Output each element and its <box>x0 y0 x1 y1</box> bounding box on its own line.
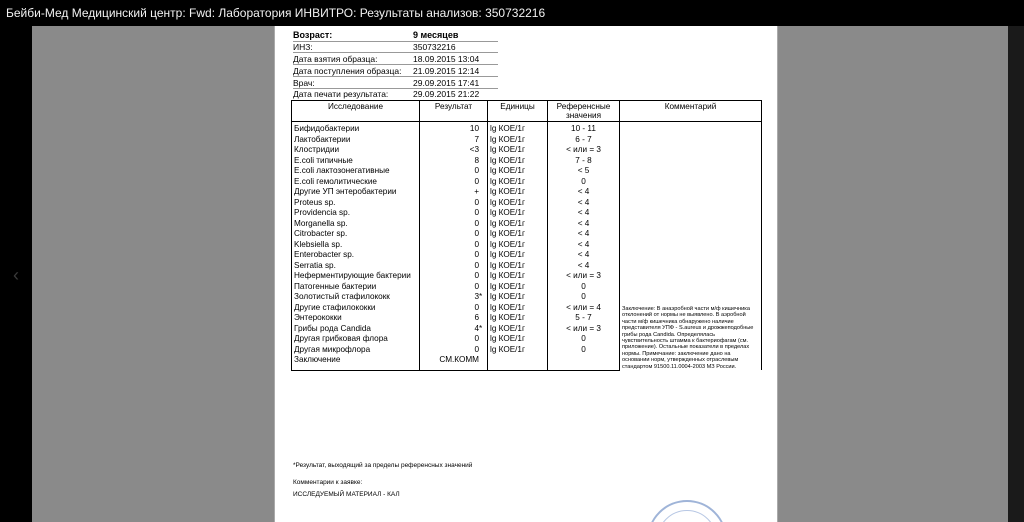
report-page <box>274 26 778 522</box>
result-cell <box>420 313 488 324</box>
reference-cell: < или = 3 <box>548 271 620 282</box>
unit-cell <box>488 355 548 370</box>
result-cell <box>420 324 488 335</box>
result-value: СМ.КОММ <box>439 355 479 364</box>
test-name: Klebsiella sp. <box>292 240 420 251</box>
unit-cell: lg КОЕ/1г <box>488 282 548 293</box>
result-cell <box>420 229 488 240</box>
test-name: Morganella sp. <box>292 219 420 230</box>
unit-cell: lg КОЕ/1г <box>488 135 548 146</box>
result-value: 0 <box>474 260 479 270</box>
test-name: Грибы рода Candida <box>292 324 420 335</box>
result-cell <box>420 156 488 167</box>
result-cell <box>420 345 488 356</box>
test-name: Заключение <box>292 355 420 370</box>
reference-cell: < 4 <box>548 219 620 230</box>
chevron-left-icon[interactable]: ‹ <box>13 265 19 285</box>
result-value: + <box>474 187 479 196</box>
test-name: Другая грибковая флора <box>292 334 420 345</box>
age-value: 9 месяцев <box>413 30 459 40</box>
doctor-label: Врач: <box>293 78 315 88</box>
comment-cell <box>620 122 762 371</box>
result-cell <box>420 250 488 261</box>
test-name: Неферментирующие бактерии <box>292 271 420 282</box>
reference-cell: < 4 <box>548 250 620 261</box>
test-name: Золотистый стафилококк <box>292 292 420 303</box>
unit-cell: lg КОЕ/1г <box>488 208 548 219</box>
column-header-comment: Комментарий <box>620 101 762 122</box>
reference-cell: 0 <box>548 292 620 303</box>
result-value: 6 <box>474 313 479 322</box>
test-name: E.coli гемолитические <box>292 177 420 188</box>
inz-label: ИНЗ: <box>293 42 313 52</box>
result-value: 7 <box>474 134 479 144</box>
result-cell <box>420 177 488 188</box>
unit-cell: lg КОЕ/1г <box>488 334 548 345</box>
comments-label: Комментарии к заявке: <box>293 479 363 486</box>
unit-cell: lg КОЕ/1г <box>488 156 548 167</box>
test-name: Клостридии <box>292 145 420 156</box>
result-value: 3 <box>474 292 479 301</box>
unit-cell: lg КОЕ/1г <box>488 250 548 261</box>
result-cell <box>420 187 488 198</box>
result-value: 4 <box>474 323 479 333</box>
test-name: Providencia sp. <box>292 208 420 219</box>
test-name: E.coli лактозонегативные <box>292 166 420 177</box>
age-label: Возраст: <box>293 30 333 40</box>
unit-cell: lg КОЕ/1г <box>488 303 548 314</box>
unit-cell: lg КОЕ/1г <box>488 219 548 230</box>
received-date-label: Дата поступления образца: <box>293 66 402 76</box>
out-of-range-flag: * <box>479 292 483 301</box>
test-name: Другая микрофлора <box>292 345 420 356</box>
reference-cell: 7 - 8 <box>548 156 620 167</box>
column-header-test: Исследование <box>292 101 420 122</box>
result-value: <3 <box>469 145 479 154</box>
reference-cell <box>548 355 620 370</box>
result-cell <box>420 292 488 303</box>
result-cell <box>420 208 488 219</box>
table-row <box>292 122 762 135</box>
result-value: 0 <box>474 271 479 280</box>
result-cell <box>420 334 488 345</box>
result-value: 0 <box>474 302 479 312</box>
unit-cell: lg КОЕ/1г <box>488 145 548 156</box>
result-value: 0 <box>474 344 479 354</box>
result-value: 0 <box>474 176 479 186</box>
unit-cell: lg КОЕ/1г <box>488 187 548 198</box>
reference-cell: 6 - 7 <box>548 135 620 146</box>
result-cell <box>420 219 488 230</box>
print-date-value: 29.09.2015 21:22 <box>413 89 480 99</box>
column-header-units: Единицы <box>488 101 548 122</box>
reference-cell: 0 <box>548 177 620 188</box>
result-value: 0 <box>474 197 479 207</box>
result-cell <box>420 261 488 272</box>
unit-cell: lg КОЕ/1г <box>488 345 548 356</box>
reference-cell: 0 <box>548 334 620 345</box>
unit-cell: lg КОЕ/1г <box>488 122 548 135</box>
test-name: Энтерококки <box>292 313 420 324</box>
column-header-reference: Референсные значения <box>548 101 620 122</box>
result-value: 0 <box>474 208 479 217</box>
result-cell <box>420 166 488 177</box>
unit-cell: lg КОЕ/1г <box>488 261 548 272</box>
result-value: 0 <box>474 281 479 291</box>
result-value: 8 <box>474 155 479 165</box>
sample-date-value: 18.09.2015 13:04 <box>413 54 480 64</box>
result-cell <box>420 303 488 314</box>
comment-text: Заключение: В анаэробной части м/ф кишечника отклонений от нормы не выявлено. В аэробной части м/ф кишечника обнаружено наличие представителя УПФ - S.aureus и дрожжеподобные грибы рода Candida. Определялась чувствительность штамма к бактериофагам (см. приложение). Остальные показатели в пределах нормы. Примечание: заключение дано на основании норм, утвержденных отраслевым стандартом 91500.11.0004-2003 МЗ России. <box>622 305 754 370</box>
unit-cell: lg КОЕ/1г <box>488 271 548 282</box>
reference-cell: < 4 <box>548 187 620 198</box>
out-of-range-flag: * <box>479 323 483 333</box>
result-value: 0 <box>474 218 479 228</box>
result-cell <box>420 135 488 146</box>
result-cell <box>420 145 488 156</box>
result-cell <box>420 271 488 282</box>
result-value: 0 <box>474 334 479 343</box>
window-title: Бейби-Мед Медицинский центр: Fwd: Лаборатория ИНВИТРО: Результаты анализов: 350732216 <box>0 0 1024 26</box>
result-cell <box>420 355 488 370</box>
test-name: Лактобактерии <box>292 135 420 146</box>
inz-value: 350732216 <box>413 42 456 52</box>
test-name: Другие стафилококки <box>292 303 420 314</box>
reference-cell: < или = 3 <box>548 324 620 335</box>
unit-cell: lg КОЕ/1г <box>488 229 548 240</box>
test-name: Serratia sp. <box>292 261 420 272</box>
unit-cell: lg КОЕ/1г <box>488 166 548 177</box>
received-date-value: 21.09.2015 12:14 <box>413 66 480 76</box>
reference-cell: < 4 <box>548 240 620 251</box>
unit-cell: lg КОЕ/1г <box>488 198 548 209</box>
result-value: 0 <box>474 229 479 238</box>
unit-cell: lg КОЕ/1г <box>488 177 548 188</box>
viewer-right-edge <box>1008 26 1024 522</box>
results-table <box>291 100 762 371</box>
sample-date-label: Дата взятия образца: <box>293 54 378 64</box>
reference-cell: < 5 <box>548 166 620 177</box>
test-name: Enterobacter sp. <box>292 250 420 261</box>
doctor-value: 29.09.2015 17:41 <box>413 78 480 88</box>
column-header-result: Результат <box>420 101 488 122</box>
unit-cell: lg КОЕ/1г <box>488 313 548 324</box>
reference-cell: < 4 <box>548 198 620 209</box>
unit-cell: lg КОЕ/1г <box>488 324 548 335</box>
result-value: 0 <box>474 239 479 249</box>
reference-cell: < или = 4 <box>548 303 620 314</box>
reference-cell: < или = 3 <box>548 145 620 156</box>
test-name: E.coli типичные <box>292 156 420 167</box>
reference-cell: 10 - 11 <box>548 122 620 135</box>
result-value: 0 <box>474 166 479 175</box>
reference-cell: 0 <box>548 345 620 356</box>
unit-cell: lg КОЕ/1г <box>488 292 548 303</box>
result-cell <box>420 122 488 135</box>
reference-cell: < 4 <box>548 208 620 219</box>
reference-cell: < 4 <box>548 261 620 272</box>
result-cell <box>420 198 488 209</box>
reference-cell: 5 - 7 <box>548 313 620 324</box>
result-cell <box>420 240 488 251</box>
test-name: Citrobacter sp. <box>292 229 420 240</box>
unit-cell: lg КОЕ/1г <box>488 240 548 251</box>
material-text: ИССЛЕДУЕМЫЙ МАТЕРИАЛ - КАЛ <box>293 491 400 498</box>
result-value: 10 <box>469 124 479 133</box>
test-name: Другие УП энтеробактерии <box>292 187 420 198</box>
result-value: 0 <box>474 250 479 259</box>
test-name: Бифидобактерии <box>292 122 420 135</box>
table-header-row <box>292 101 762 122</box>
print-date-label: Дата печати результата: <box>293 89 389 99</box>
test-name: Proteus sp. <box>292 198 420 209</box>
test-name: Патогенные бактерии <box>292 282 420 293</box>
reference-cell: 0 <box>548 282 620 293</box>
result-cell <box>420 282 488 293</box>
seal-stamp-icon <box>647 500 727 522</box>
footnote: *Результат, выходящий за пределы референсных значений <box>293 462 473 469</box>
reference-cell: < 4 <box>548 229 620 240</box>
